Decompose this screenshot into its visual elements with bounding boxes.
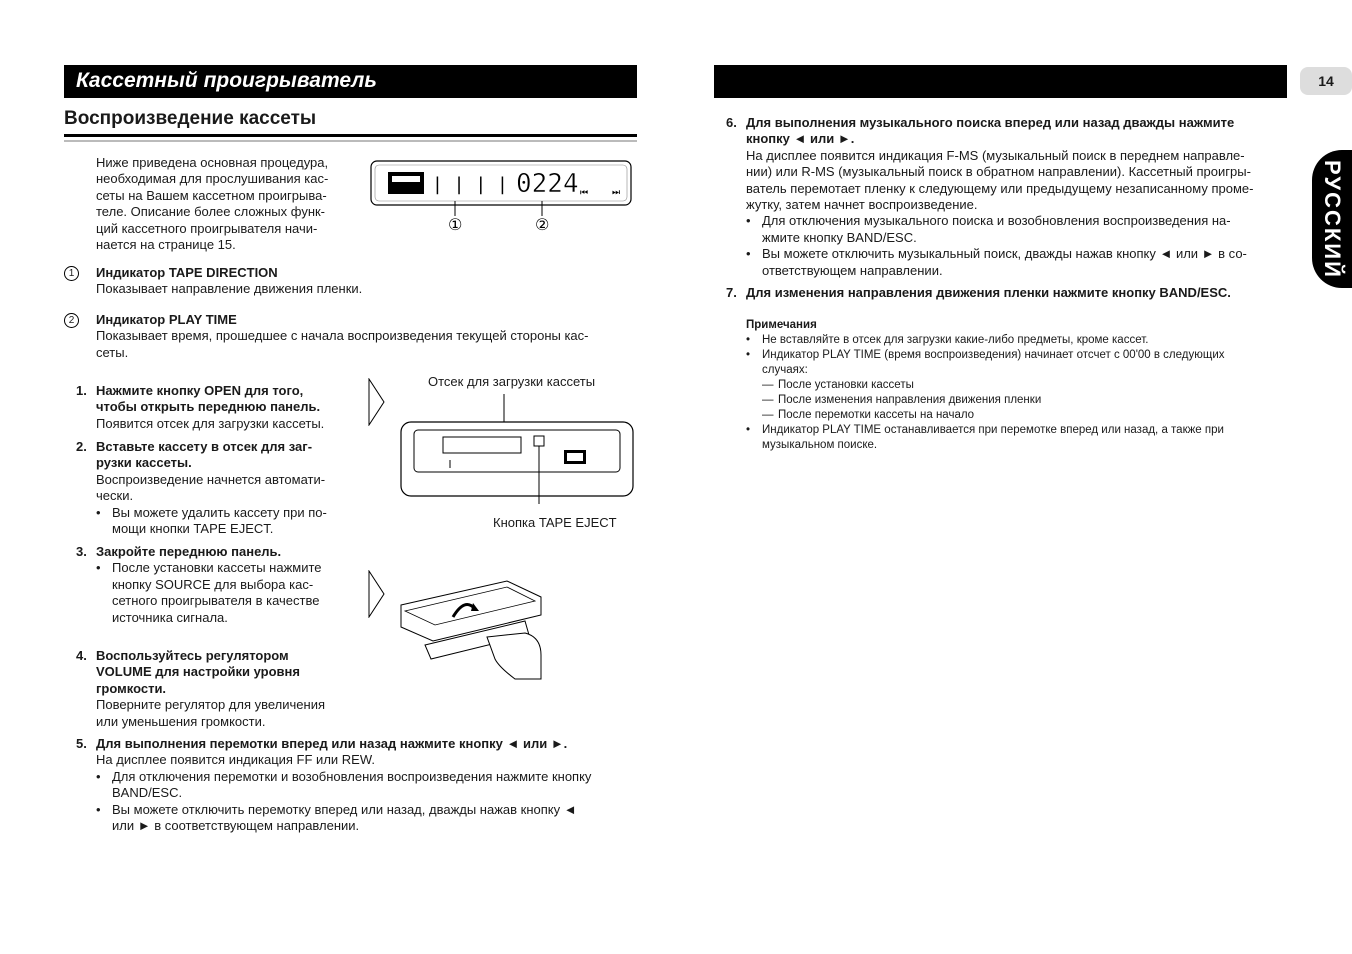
step-arrow-2 bbox=[368, 570, 386, 618]
indicator-1-title: Индикатор TAPE DIRECTION bbox=[96, 265, 278, 280]
language-tab bbox=[1312, 150, 1352, 288]
display-illustration bbox=[368, 158, 636, 236]
eject-label: Кнопка TAPE EJECT bbox=[493, 515, 617, 530]
step-arrow-1 bbox=[368, 378, 386, 426]
indicator-1-desc: Показывает направление движения пленки. bbox=[96, 281, 363, 297]
notes-title: Примечания bbox=[746, 319, 817, 331]
play-time-digits: 0224 bbox=[516, 169, 579, 199]
step-6: 6. Для выполнения музыкального поиска вперед или назад дважды нажмите кнопку ◄ или ►. На дисплее появится индикация F-MS (музыкальный поиск в переднем направле- нии) или R-MS (музыкальный поиск в обратном направлении). Кассетный проигры- ватель перемотает пленку к следующему или предыдущему незаписанному проме- жутку, затем начнет воспроизведение. • Для отключения музыкального поиска и возобновления воспроизведения на- жмите кнопку BAND/ESC. • Вы можете отключить музыкальный поиск, дважды нажав кнопку ◄ или ► в со- ответствующем направлении. bbox=[726, 115, 1291, 279]
callout-2: ② bbox=[535, 217, 550, 234]
subsection-rule bbox=[64, 134, 637, 137]
notes: Примечания • Не вставляйте в отсек для загрузки какие-либо предметы, кроме кассет. • Индикатор PLAY TIME (время воспроизведения) начинает отсчет с 00'00 в следующих случаях: — После установки кассеты — После изменения направления движения пленки — После перемотки кассеты на начало • Индикатор PLAY TIME останавливается при перемотке вперед или назад, а также при музыкальном поиске. bbox=[746, 318, 1291, 453]
step-7: 7. Для изменения направления движения пленки нажмите кнопку BAND/ESC. bbox=[726, 285, 1231, 300]
step-5: 5. Для выполнения перемотки вперед или назад нажмите кнопку ◄ или ►. На дисплее появится индикация FF или REW. • Для отключения перемотки и возобновления воспроизведения нажмите кнопку BAND/ESC. • Вы можете отключить перемотку вперед или назад, дважды нажав кнопку ◄ или ► в соответствующем направлении. bbox=[76, 736, 646, 834]
svg-text:⏭: ⏭ bbox=[612, 187, 621, 197]
right-header-bar bbox=[714, 65, 1287, 98]
step-4: 4. Воспользуйтесь регулятором VOLUME для настройки уровня громкости. Поверните регулятор для увеличения или уменьшения громкости. bbox=[76, 648, 326, 729]
indicator-1-marker: 1 bbox=[64, 266, 79, 281]
tape-eject-button bbox=[534, 436, 544, 446]
section-title: Кассетный проигрыватель bbox=[76, 69, 377, 92]
cassette-slot bbox=[443, 437, 521, 453]
section-title-bar bbox=[64, 65, 637, 98]
callout-1: ① bbox=[448, 217, 463, 234]
svg-text:⏮: ⏮ bbox=[580, 187, 589, 197]
tape-direction-icon bbox=[388, 172, 424, 194]
svg-text:| | | |: | | | | bbox=[432, 174, 508, 195]
cassette-unit-illustration bbox=[398, 392, 638, 504]
slot-label: Отсек для загрузки кассеты bbox=[428, 374, 596, 389]
indicator-2: 2 Индикатор PLAY TIME Показывает время, прошедшее с начала воспроизведения текущей стороны кас- сеты. bbox=[64, 312, 634, 361]
subsection-title: Воспроизведение кассеты bbox=[64, 108, 317, 129]
step-1: 1. Нажмите кнопку OPEN для того, чтобы открыть переднюю панель. Появится отсек для загрузки кассеты. bbox=[76, 383, 325, 431]
close-panel-illustration bbox=[395, 575, 550, 685]
language-tab-label: РУССКИЙ bbox=[1320, 159, 1345, 279]
page-number: 14 bbox=[1300, 67, 1352, 95]
step-2: 2. Вставьте кассету в отсек для заг- рузки кассеты. Воспроизведение начнется автомати- чески. • Вы можете удалить кассету при по- мощи кнопки TAPE EJECT. bbox=[76, 439, 366, 537]
intro-text: Ниже приведена основная процедура, необходимая для прослушивания кас- сеты на Вашем кассетном проигрыва- теле. Описание более сложных функ- ций кассетного проигрывателя начи- нается на странице 15. bbox=[96, 155, 329, 253]
indicator-2-title: Индикатор PLAY TIME bbox=[96, 312, 237, 327]
indicator-1 bbox=[64, 265, 634, 298]
indicator-2-marker: 2 bbox=[64, 313, 79, 328]
subsection-rule-thin bbox=[64, 140, 637, 142]
step-3: 3. Закройте переднюю панель. • После установки кассеты нажмите кнопку SOURCE для выбора кас- сетного проигрывателя в качестве источника сигнала. bbox=[76, 544, 366, 626]
